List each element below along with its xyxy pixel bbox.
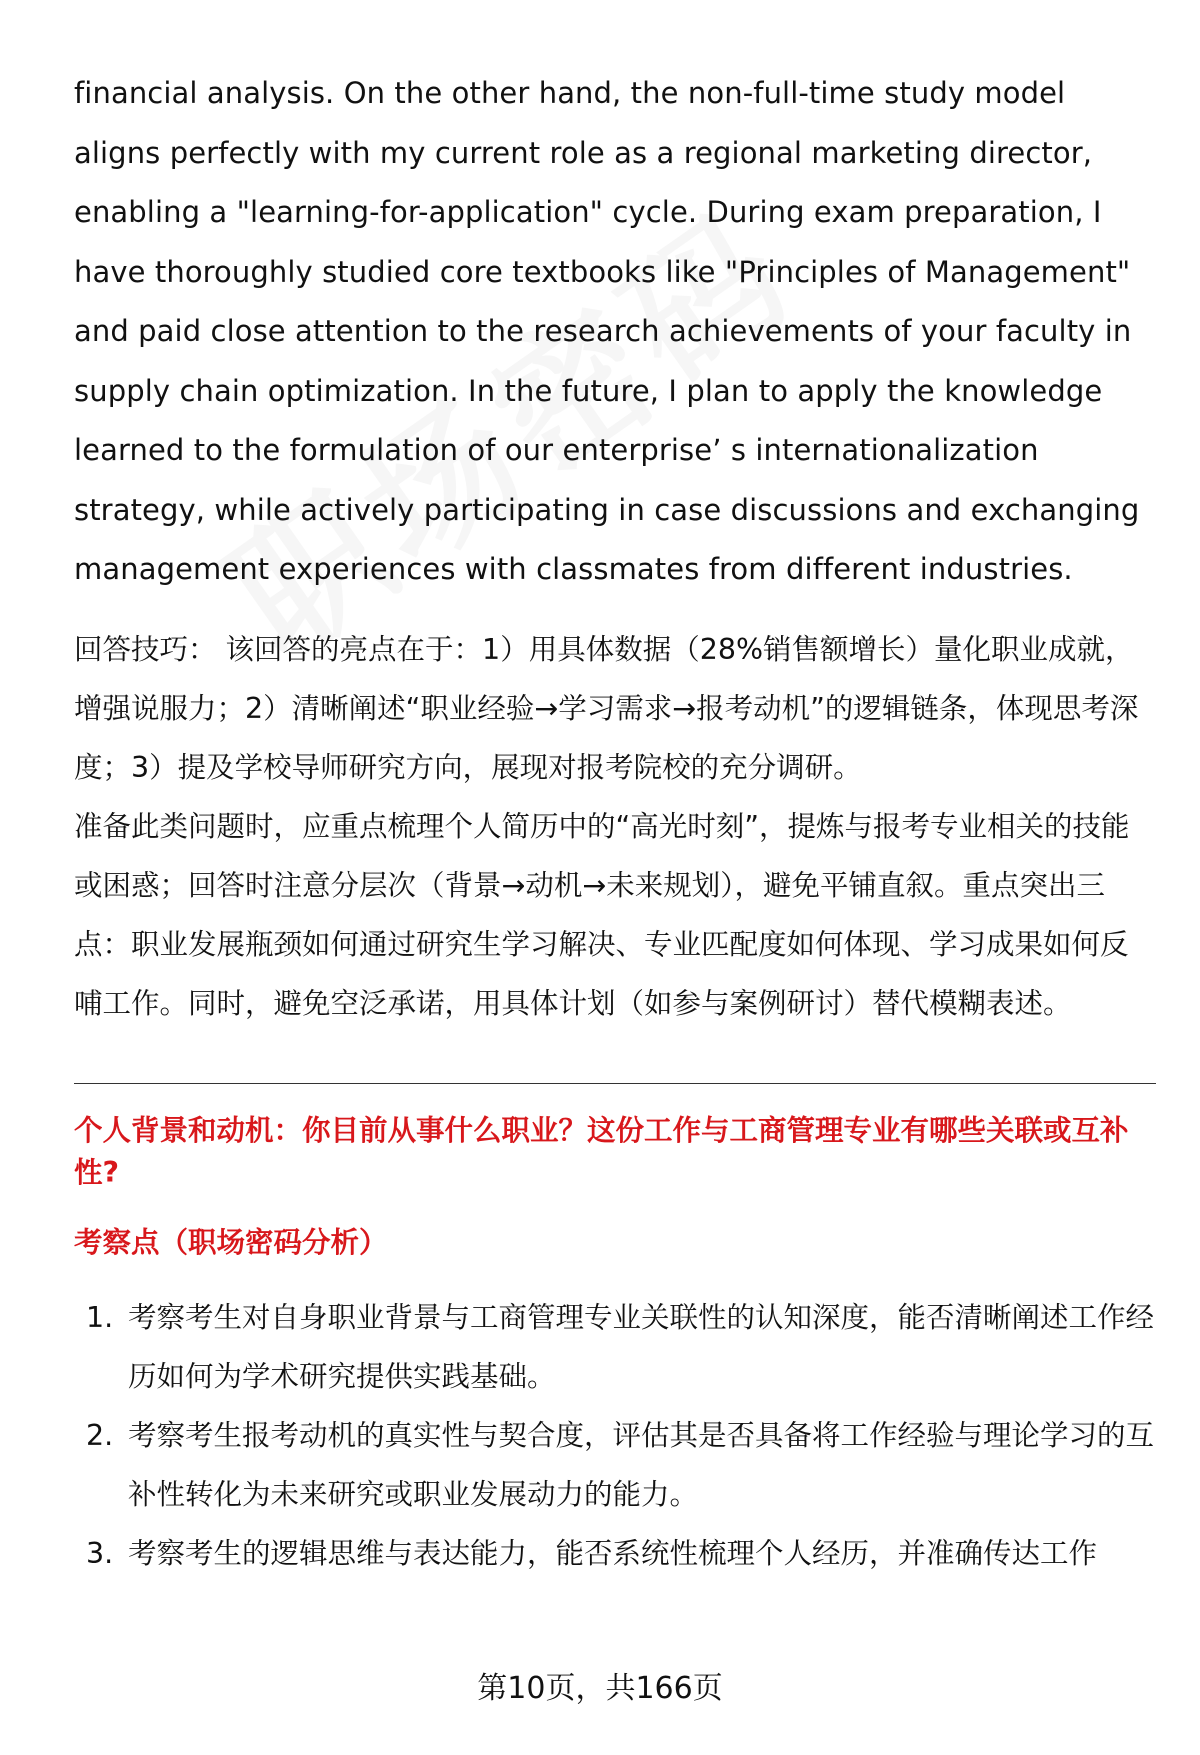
list-item (74, 1288, 1154, 1406)
page-footer: 第10页，共166页 (477, 1671, 723, 1706)
assessment-points-list (74, 1288, 1154, 1583)
list-item-number: 2. (86, 1418, 114, 1452)
answer-tips-paragraph: 回答技巧： 该回答的亮点在于：1）用具体数据（28%销售额增长）量化职业成就，增强说服力；2）清晰阐述“职业经验→学习需求→报考动机”的逻辑链条，体现思考深度；3）提及学校导师研究方向，展现对报考院校的充分调研。 (74, 632, 1139, 784)
page-content (74, 64, 1154, 1583)
section-divider (74, 1083, 1156, 1084)
list-item-text: 考察考生对自身职业背景与工商管理专业关联性的认知深度，能否清晰阐述工作经历如何为学术研究提供实践基础。 (128, 1300, 1155, 1393)
question-heading: 个人背景和动机：你目前从事什么职业？这份工作与工商管理专业有哪些关联或互补性? (74, 1113, 1129, 1189)
list-item-text: 考察考生报考动机的真实性与契合度，评估其是否具备将工作经验与理论学习的互补性转化为未来研究或职业发展动力的能力。 (128, 1418, 1155, 1511)
list-item-number: 1. (86, 1300, 114, 1334)
list-item-number: 3. (86, 1536, 114, 1570)
assessment-points-heading: 考察点（职场密码分析） (74, 1225, 388, 1259)
list-item-text: 考察考生的逻辑思维与表达能力，能否系统性梳理个人经历，并准确传达工作 (128, 1536, 1098, 1570)
list-item (74, 1524, 1154, 1583)
preparation-advice-paragraph: 准备此类问题时，应重点梳理个人简历中的“高光时刻”，提炼与报考专业相关的技能或困惑；回答时注意分层次（背景→动机→未来规划），避免平铺直叙。重点突出三点：职业发展瓶颈如何通过研究生学习解决、专业匹配度如何体现、学习成果如何反哺工作。同时，避免空泛承诺，用具体计划（如参与案例研讨）替代模糊表述。 (74, 809, 1130, 1020)
list-item (74, 1406, 1154, 1524)
english-answer-paragraph: financial analysis. On the other hand, the non-full-time study model aligns perfectly with my current role as a regional marketing director, enabling a "learning-for-application" cycle. During exam preparation, I have thoroughly studied core textbooks like "Principles of Management" and paid close attention to the research achievements of your faculty in supply chain optimization. In the future, I plan to apply the knowledge learned to the formulation of our enterprise’ s internationalization strategy, while actively participating in case discussions and exchanging management experiences with classmates from different industries. (74, 76, 1140, 586)
